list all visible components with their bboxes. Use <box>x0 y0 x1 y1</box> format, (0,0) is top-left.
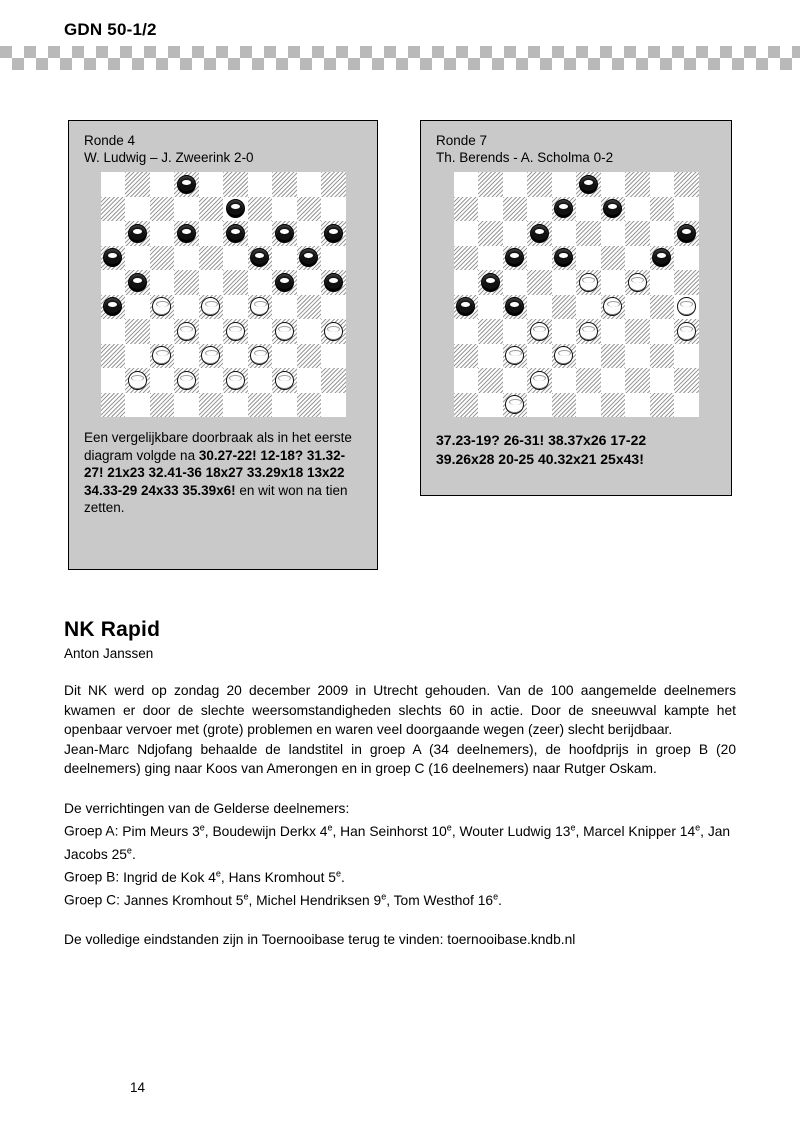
results-groep-a <box>64 818 736 864</box>
board-square <box>174 270 199 295</box>
player-name: Pim Meurs <box>122 823 193 839</box>
board-square <box>101 393 126 418</box>
white-piece <box>275 371 294 390</box>
entry-separator: , <box>386 892 394 908</box>
article-paragraph-2: Jean-Marc Ndjofang behaalde de landstitel in groep A (34 deelnemers), de hoofdprijs in groep B (20 deelnemers) ging naar Koos van Amerongen en in groep C (16 deelnemers) naar Rutger Oskam. <box>64 741 736 776</box>
board-square <box>223 246 248 271</box>
result-entry <box>340 824 459 839</box>
board-square <box>552 368 577 393</box>
ordinal-suffix: e <box>446 822 452 832</box>
board-square <box>454 270 479 295</box>
board-square <box>101 319 126 344</box>
board-square <box>321 393 346 418</box>
board-square <box>199 172 224 197</box>
white-piece <box>226 322 245 341</box>
black-piece <box>324 224 343 243</box>
board-square <box>650 270 675 295</box>
board-square <box>248 221 273 246</box>
board-square <box>125 197 150 222</box>
board-square <box>297 393 322 418</box>
board-square <box>101 368 126 393</box>
board-square <box>199 393 224 418</box>
board-square <box>552 319 577 344</box>
white-piece <box>530 371 549 390</box>
board-square <box>601 246 626 271</box>
black-piece <box>128 224 147 243</box>
black-piece <box>579 175 598 194</box>
board-square <box>601 172 626 197</box>
board-square <box>174 393 199 418</box>
board-square <box>478 368 503 393</box>
article-section <box>64 618 736 950</box>
board-square <box>674 246 699 271</box>
player-name: Jannes Kromhout <box>123 892 236 908</box>
ordinal-suffix: e <box>199 822 205 832</box>
white-piece <box>628 273 647 292</box>
player-name: Hans Kromhout <box>228 869 329 885</box>
board-square <box>625 393 650 418</box>
board-square <box>674 393 699 418</box>
board-square <box>272 172 297 197</box>
board-square <box>478 246 503 271</box>
diagram-left-players: W. Ludwig – J. Zweerink 2-0 <box>84 150 254 165</box>
ordinal-suffix: e <box>493 891 499 902</box>
board-square <box>101 197 126 222</box>
white-piece <box>579 322 598 341</box>
board-square <box>527 393 552 418</box>
board-square <box>601 393 626 418</box>
white-piece <box>177 371 196 390</box>
board-square <box>101 344 126 369</box>
result-entry <box>394 893 502 908</box>
results-groep-b <box>64 864 736 887</box>
ordinal-suffix: e <box>126 845 132 856</box>
diagram-panel-right <box>420 120 732 496</box>
white-piece <box>324 322 343 341</box>
checker-row-bottom <box>0 58 800 70</box>
board-square <box>223 295 248 320</box>
placement-number: 5 <box>235 892 244 908</box>
board-square <box>454 368 479 393</box>
board-square <box>297 295 322 320</box>
draughts-board-right <box>454 172 699 417</box>
entry-separator: . <box>340 869 345 885</box>
entry-separator: , <box>575 823 584 839</box>
board-square <box>101 172 126 197</box>
entry-separator: , <box>332 823 341 839</box>
diagram-right-moves <box>421 417 731 469</box>
board-square <box>650 221 675 246</box>
board-square <box>454 246 479 271</box>
board-square <box>576 197 601 222</box>
ordinal-suffix: e <box>381 891 387 902</box>
board-square <box>503 270 528 295</box>
player-name: Wouter Ludwig <box>459 823 556 839</box>
entry-separator: . <box>131 846 136 862</box>
board-square <box>650 197 675 222</box>
board-square <box>199 368 224 393</box>
board-square <box>150 368 175 393</box>
board-square <box>297 270 322 295</box>
placement-number: 13 <box>555 823 571 839</box>
results-intro: De verrichtingen van de Gelderse deelnemers: <box>64 800 350 816</box>
result-entry <box>122 824 212 839</box>
board-square <box>478 172 503 197</box>
board-square <box>503 221 528 246</box>
placement-number: 4 <box>208 869 216 885</box>
white-piece <box>530 322 549 341</box>
groep-a-entries <box>64 824 730 862</box>
player-name: Han Seinhorst <box>340 823 432 839</box>
board-square <box>174 197 199 222</box>
board-square <box>503 172 528 197</box>
board-square <box>527 295 552 320</box>
board-square <box>150 221 175 246</box>
diagram-right-players: Th. Berends - A. Scholma 0-2 <box>436 150 614 165</box>
board-square <box>150 172 175 197</box>
black-piece <box>226 224 245 243</box>
board-square <box>125 246 150 271</box>
groep-b-label: Groep B: <box>64 869 124 885</box>
player-name: Jan Jacobs <box>64 823 731 862</box>
caption-text-tail: en wit won na tien zetten. <box>84 482 348 515</box>
board-square <box>478 197 503 222</box>
board-square <box>552 270 577 295</box>
entry-separator: , <box>220 869 229 885</box>
board-square <box>601 270 626 295</box>
entry-separator: , <box>248 892 257 908</box>
board-square <box>674 270 699 295</box>
board-square <box>199 246 224 271</box>
diagram-panel-left <box>68 120 378 570</box>
article-paragraph-1: Dit NK werd op zondag 20 december 2009 in Utrecht gehouden. Van de 100 aangemelde deelnemers kwamen er door de slechte weersomstandigheden slechts 60 in actie. Door de sneeuwval kampte het openbaar vervoer met (grote) problemen en waren veel doorgaande wegen (zeer) slecht berijdbaar. <box>64 683 736 737</box>
result-entry <box>256 893 393 908</box>
result-entry <box>124 893 256 908</box>
header-title: GDN 50-1/2 <box>64 20 157 39</box>
player-name: Boudewijn Derkx <box>212 823 320 839</box>
board-square <box>297 319 322 344</box>
black-piece <box>677 224 696 243</box>
entry-separator: . <box>498 892 502 908</box>
board-square <box>125 393 150 418</box>
board-square <box>552 393 577 418</box>
black-piece <box>128 273 147 292</box>
white-piece <box>677 322 696 341</box>
board-square <box>248 368 273 393</box>
board-square <box>650 295 675 320</box>
board-square <box>527 344 552 369</box>
board-square <box>527 172 552 197</box>
placement-number: 14 <box>679 823 696 839</box>
checkerboard-divider <box>0 46 800 70</box>
article-byline: Anton Janssen <box>64 646 154 661</box>
board-square <box>248 270 273 295</box>
board-square <box>199 221 224 246</box>
board-square <box>297 172 322 197</box>
board-square <box>552 172 577 197</box>
page-number: 14 <box>130 1080 146 1095</box>
board-square <box>454 344 479 369</box>
white-piece <box>226 371 245 390</box>
white-piece <box>177 322 196 341</box>
ordinal-suffix: e <box>695 822 701 832</box>
board-square <box>150 197 175 222</box>
board-square <box>125 344 150 369</box>
board-square <box>625 344 650 369</box>
white-piece <box>275 322 294 341</box>
groep-a-label: Groep A: <box>64 823 123 839</box>
board-square <box>576 295 601 320</box>
board-square <box>527 246 552 271</box>
entry-separator: , <box>451 823 460 839</box>
board-square <box>297 368 322 393</box>
black-piece <box>275 273 294 292</box>
board-square <box>454 319 479 344</box>
groep-c-entries <box>124 893 502 908</box>
board-square <box>272 344 297 369</box>
board-square <box>650 172 675 197</box>
board-square <box>321 246 346 271</box>
board-square <box>576 344 601 369</box>
board-square <box>503 197 528 222</box>
board-square <box>174 246 199 271</box>
board-square <box>503 319 528 344</box>
board-square <box>454 197 479 222</box>
board-square <box>248 172 273 197</box>
board-square <box>101 270 126 295</box>
placement-number: 4 <box>319 823 328 839</box>
board-square <box>223 172 248 197</box>
ordinal-suffix: e <box>327 822 333 832</box>
board-square <box>576 368 601 393</box>
board-square <box>454 393 479 418</box>
board-square <box>321 344 346 369</box>
board-square <box>125 172 150 197</box>
result-entry <box>459 824 583 839</box>
board-square <box>527 270 552 295</box>
placement-number: 5 <box>328 869 336 885</box>
board-square <box>478 393 503 418</box>
board-square <box>503 368 528 393</box>
board-square <box>674 197 699 222</box>
board-square <box>478 344 503 369</box>
placement-number: 16 <box>477 892 494 908</box>
board-square <box>150 246 175 271</box>
board-square <box>527 197 552 222</box>
results-groep-c <box>64 887 736 910</box>
board-square <box>601 344 626 369</box>
draughts-board-left <box>101 172 346 417</box>
result-entry <box>229 870 345 885</box>
diagram-left-caption <box>69 417 377 517</box>
board-square <box>576 246 601 271</box>
board-square <box>625 295 650 320</box>
board-square <box>150 319 175 344</box>
player-name: Ingrid de Kok <box>123 869 209 885</box>
article-final-paragraph: De volledige eindstanden zijn in Toernooibase terug te vinden: toernooibase.kndb.nl <box>64 932 576 948</box>
board-square <box>297 344 322 369</box>
white-piece <box>579 273 598 292</box>
player-name: Tom Westhof <box>393 892 478 908</box>
diagram-right-header <box>421 121 731 166</box>
black-piece <box>226 199 245 218</box>
board-square <box>650 319 675 344</box>
black-piece <box>177 175 196 194</box>
board-square <box>272 246 297 271</box>
board-square <box>199 197 224 222</box>
board-square <box>454 172 479 197</box>
black-piece <box>177 224 196 243</box>
board-square <box>650 393 675 418</box>
ordinal-suffix: e <box>335 868 341 879</box>
board-square <box>297 197 322 222</box>
board-square <box>125 295 150 320</box>
board-square <box>552 221 577 246</box>
placement-number: 3 <box>192 823 200 839</box>
board-square <box>601 368 626 393</box>
board-square <box>272 295 297 320</box>
ordinal-suffix: e <box>215 868 221 879</box>
diagram-left-header <box>69 121 377 166</box>
caption-move-notation: 30.27-22! 12-18? 31.32-27! 21x23 32.41-36 18x27 33.29x18 13x22 34.33-29 24x33 35.39x6! <box>84 447 346 498</box>
board-square <box>174 344 199 369</box>
black-piece <box>481 273 500 292</box>
board-square <box>625 319 650 344</box>
player-name: Michel Hendriksen <box>256 892 374 908</box>
board-square <box>248 197 273 222</box>
board-square <box>478 221 503 246</box>
result-entry <box>583 824 708 839</box>
ordinal-suffix: e <box>570 822 576 832</box>
placement-number: 10 <box>431 823 447 839</box>
board-square <box>625 197 650 222</box>
placement-number: 25 <box>111 846 127 862</box>
board-square <box>199 319 224 344</box>
article-title: NK Rapid <box>64 618 161 641</box>
board-square <box>552 295 577 320</box>
ordinal-suffix: e <box>243 891 249 902</box>
groep-c-label: Groep C: <box>64 892 124 908</box>
checker-row-top <box>0 46 800 58</box>
board-square <box>150 270 175 295</box>
board-square <box>101 221 126 246</box>
board-square <box>174 295 199 320</box>
entry-separator: , <box>204 823 213 839</box>
board-square <box>223 344 248 369</box>
diagram-right-round: Ronde 7 <box>436 133 488 148</box>
board-square <box>478 295 503 320</box>
board-square <box>674 172 699 197</box>
board-square <box>321 172 346 197</box>
white-piece <box>128 371 147 390</box>
board-square <box>625 221 650 246</box>
black-piece <box>275 224 294 243</box>
caption-text-lead: Een vergelijkbare doorbraak als in het eerste diagram volgde na <box>84 430 352 463</box>
board-square <box>248 319 273 344</box>
player-name: Marcel Knipper <box>583 823 680 839</box>
board-square <box>150 393 175 418</box>
diagram-left-round: Ronde 4 <box>84 133 136 148</box>
board-square <box>601 319 626 344</box>
board-square <box>674 368 699 393</box>
board-square <box>321 197 346 222</box>
board-square <box>199 270 224 295</box>
board-square <box>321 368 346 393</box>
black-piece <box>324 273 343 292</box>
board-square <box>223 270 248 295</box>
white-piece <box>677 297 696 316</box>
board-square <box>625 246 650 271</box>
board-square <box>625 368 650 393</box>
board-square <box>272 393 297 418</box>
board-square <box>576 393 601 418</box>
board-square <box>223 393 248 418</box>
board-square <box>478 319 503 344</box>
board-square <box>297 221 322 246</box>
result-entry <box>123 870 229 885</box>
board-square <box>125 319 150 344</box>
board-square <box>576 221 601 246</box>
board-square <box>248 393 273 418</box>
board-square <box>674 344 699 369</box>
board-square <box>625 172 650 197</box>
groep-b-entries <box>123 870 345 885</box>
board-square <box>272 197 297 222</box>
moves-line-1: 37.23-19? 26-31! 38.37x26 17-22 <box>436 432 647 448</box>
board-square <box>650 368 675 393</box>
moves-line-2: 39.26x28 20-25 40.32x21 25x43! <box>436 451 644 467</box>
board-square <box>321 295 346 320</box>
placement-number: 9 <box>373 892 382 908</box>
black-piece <box>530 224 549 243</box>
result-entry <box>212 824 340 839</box>
board-square <box>650 344 675 369</box>
entry-separator: , <box>700 823 708 839</box>
board-square <box>601 221 626 246</box>
board-square <box>454 221 479 246</box>
